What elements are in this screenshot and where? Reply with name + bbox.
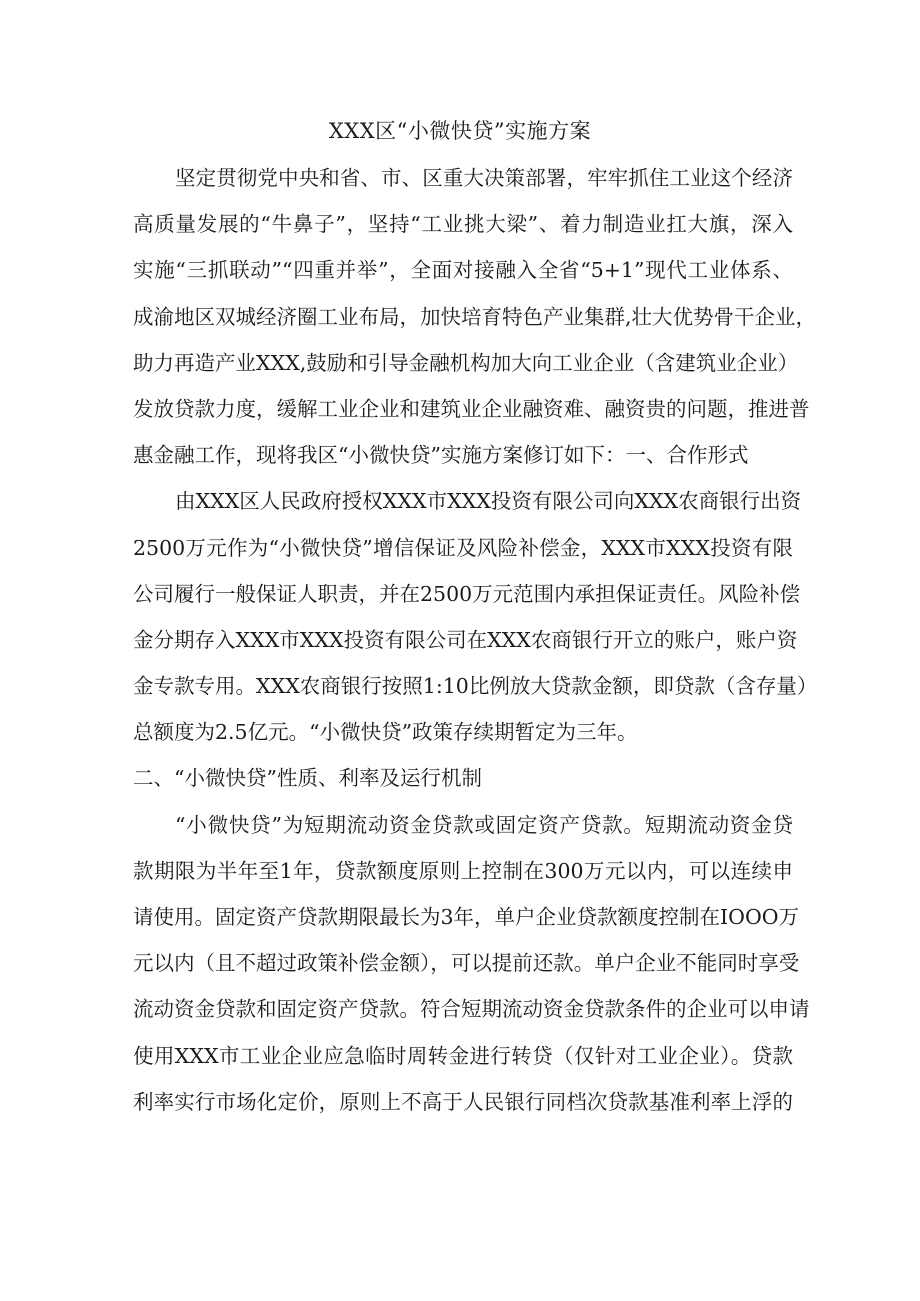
text-line: 总额度为2.5亿元。“小微快贷”政策存续期暂定为三年。 bbox=[133, 720, 638, 745]
text-line: 公司履行一般保证人职责，并在2500万元范围内承担保证责任。风险补偿 bbox=[133, 581, 801, 606]
text-line: 金专款专用。XXX农商银行按照1:10比例放大贷款金额，即贷款（含存量） bbox=[133, 674, 818, 699]
text-line: 发放贷款力度，缓解工业企业和建筑业企业融资难、融资贵的问题，推进普 bbox=[133, 396, 810, 421]
document-title: XXX区“小微快贷”实施方案 bbox=[328, 119, 592, 143]
text-line: 成渝地区双城经济圈工业布局，加快培育特色产业集群,壮大优势骨干企业， bbox=[133, 304, 817, 329]
text-line: 坚定贯彻党中央和省、市、区重大决策部署，牢牢抓住工业这个经济 bbox=[175, 166, 793, 190]
text-line: 实施“三抓联动”“四重并举”，全面对接融入全省“5+1”现代工业体系、 bbox=[133, 258, 793, 283]
text-line: 由XXX区人民政府授权XXX市XXX投资有限公司向XXX农商银行出资 bbox=[175, 489, 802, 514]
text-line: 2500万元作为“小微快贷”增信保证及风险补偿金，XXX市XXX投资有限 bbox=[133, 535, 793, 560]
text-line: 元以内（且不超过政策补偿金额），可以提前还款。单户企业不能同时享受 bbox=[133, 951, 800, 976]
text-line: 金分期存入XXX市XXX投资有限公司在XXX农商银行开立的账户，账户资 bbox=[133, 627, 798, 652]
text-line: 使用XXX市工业企业应急临时周转金进行转贷（仅针对工业企业）。贷款 bbox=[133, 1043, 793, 1068]
text-line: 助力再造产业XXX,鼓励和引导金融机构加大向工业企业（含建筑业企业） bbox=[133, 350, 799, 375]
text-line: 高质量发展的“牛鼻子”，坚持“工业挑大梁”、着力制造业扛大旗，深入 bbox=[133, 212, 793, 237]
text-line: 二、“小微快贷”性质、利率及运行机制 bbox=[133, 766, 482, 791]
text-line: 流动资金贷款和固定资产贷款。符合短期流动资金贷款条件的企业可以申请 bbox=[133, 997, 810, 1022]
document-body bbox=[133, 155, 818, 1125]
text-line: 款期限为半年至1年，贷款额度原则上控制在300万元以内，可以连续申 bbox=[133, 858, 793, 883]
text-line: “小微快贷”为短期流动资金贷款或固定资产贷款。短期流动资金贷 bbox=[175, 812, 793, 837]
text-line: 利率实行市场化定价，原则上不高于人民银行同档次贷款基准利率上浮的 bbox=[133, 1089, 793, 1114]
text-line: 惠金融工作，现将我区“小微快贷”实施方案修订如下：一、合作形式 bbox=[133, 443, 749, 468]
text-line: 请使用。固定资产贷款期限最长为3年，单户企业贷款额度控制在IOOO万 bbox=[133, 905, 800, 929]
